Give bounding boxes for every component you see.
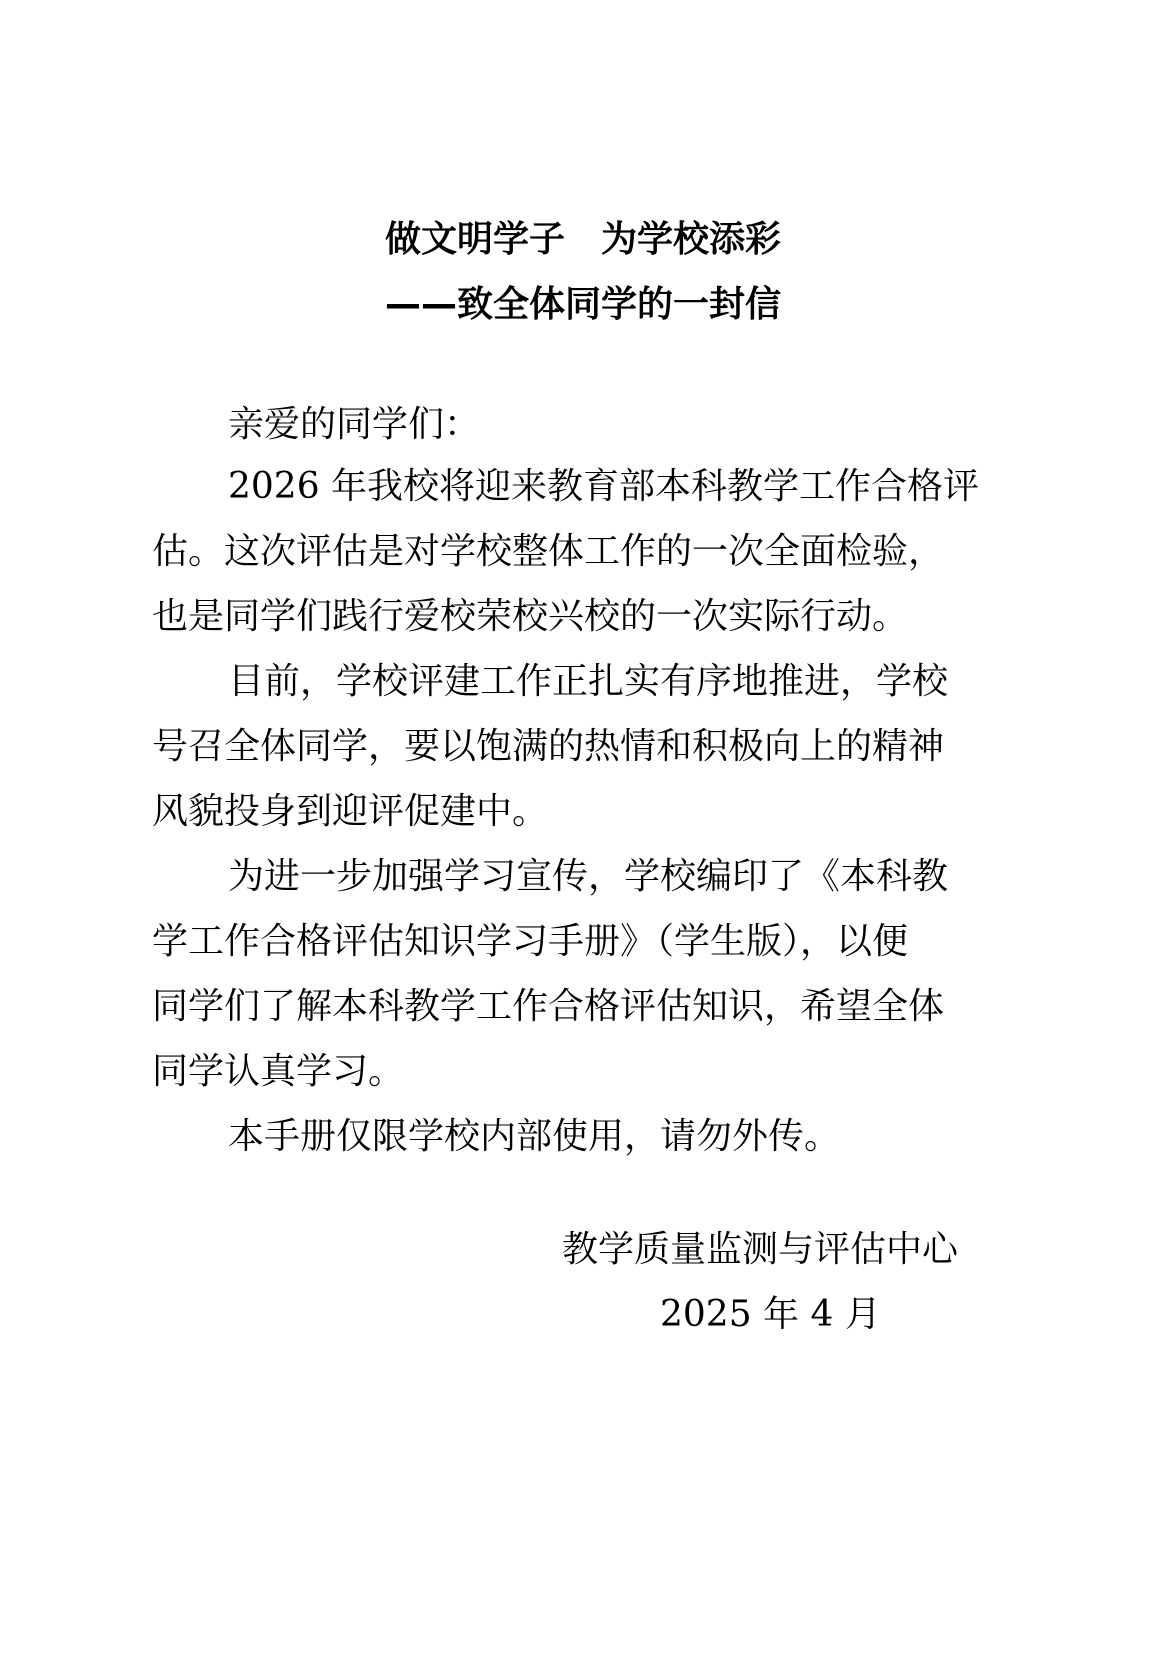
signature-date: 2025 年 4 月: [660, 1294, 881, 1335]
paragraph-2-line-2: 号召全体同学，要以饱满的热情和积极向上的精神: [152, 726, 945, 767]
paragraph-1-line-2: 估。这次评估是对学校整体工作的一次全面检验，: [152, 531, 945, 572]
greeting: 亲爱的同学们：: [228, 404, 481, 445]
paragraph-3-line-1: 为进一步加强学习宣传，学校编印了《本科教: [228, 856, 949, 897]
paragraph-3-line-3: 同学们了解本科教学工作合格评估知识，希望全体: [152, 986, 945, 1027]
paragraph-2-line-3: 风貌投身到迎评促建中。: [152, 791, 549, 832]
paragraph-1-line-3: 也是同学们践行爱校荣校兴校的一次实际行动。: [152, 596, 909, 637]
letter-title: 做文明学子 为学校添彩: [384, 219, 781, 260]
paragraph-3-line-4: 同学认真学习。: [152, 1051, 405, 1092]
paragraph-2-line-1: 目前，学校评建工作正扎实有序地推进，学校: [228, 661, 949, 702]
paragraph-1-line-1: 2026 年我校将迎来教育部本科教学工作合格评: [228, 466, 980, 507]
paragraph-3-line-2: 学工作合格评估知识学习手册》（学生版），以便: [152, 921, 909, 962]
paragraph-4-line-1: 本手册仅限学校内部使用，请勿外传。: [228, 1116, 841, 1157]
letter-subtitle: ——致全体同学的一封信: [384, 284, 781, 325]
signature-organization: 教学质量监测与评估中心: [562, 1229, 959, 1270]
